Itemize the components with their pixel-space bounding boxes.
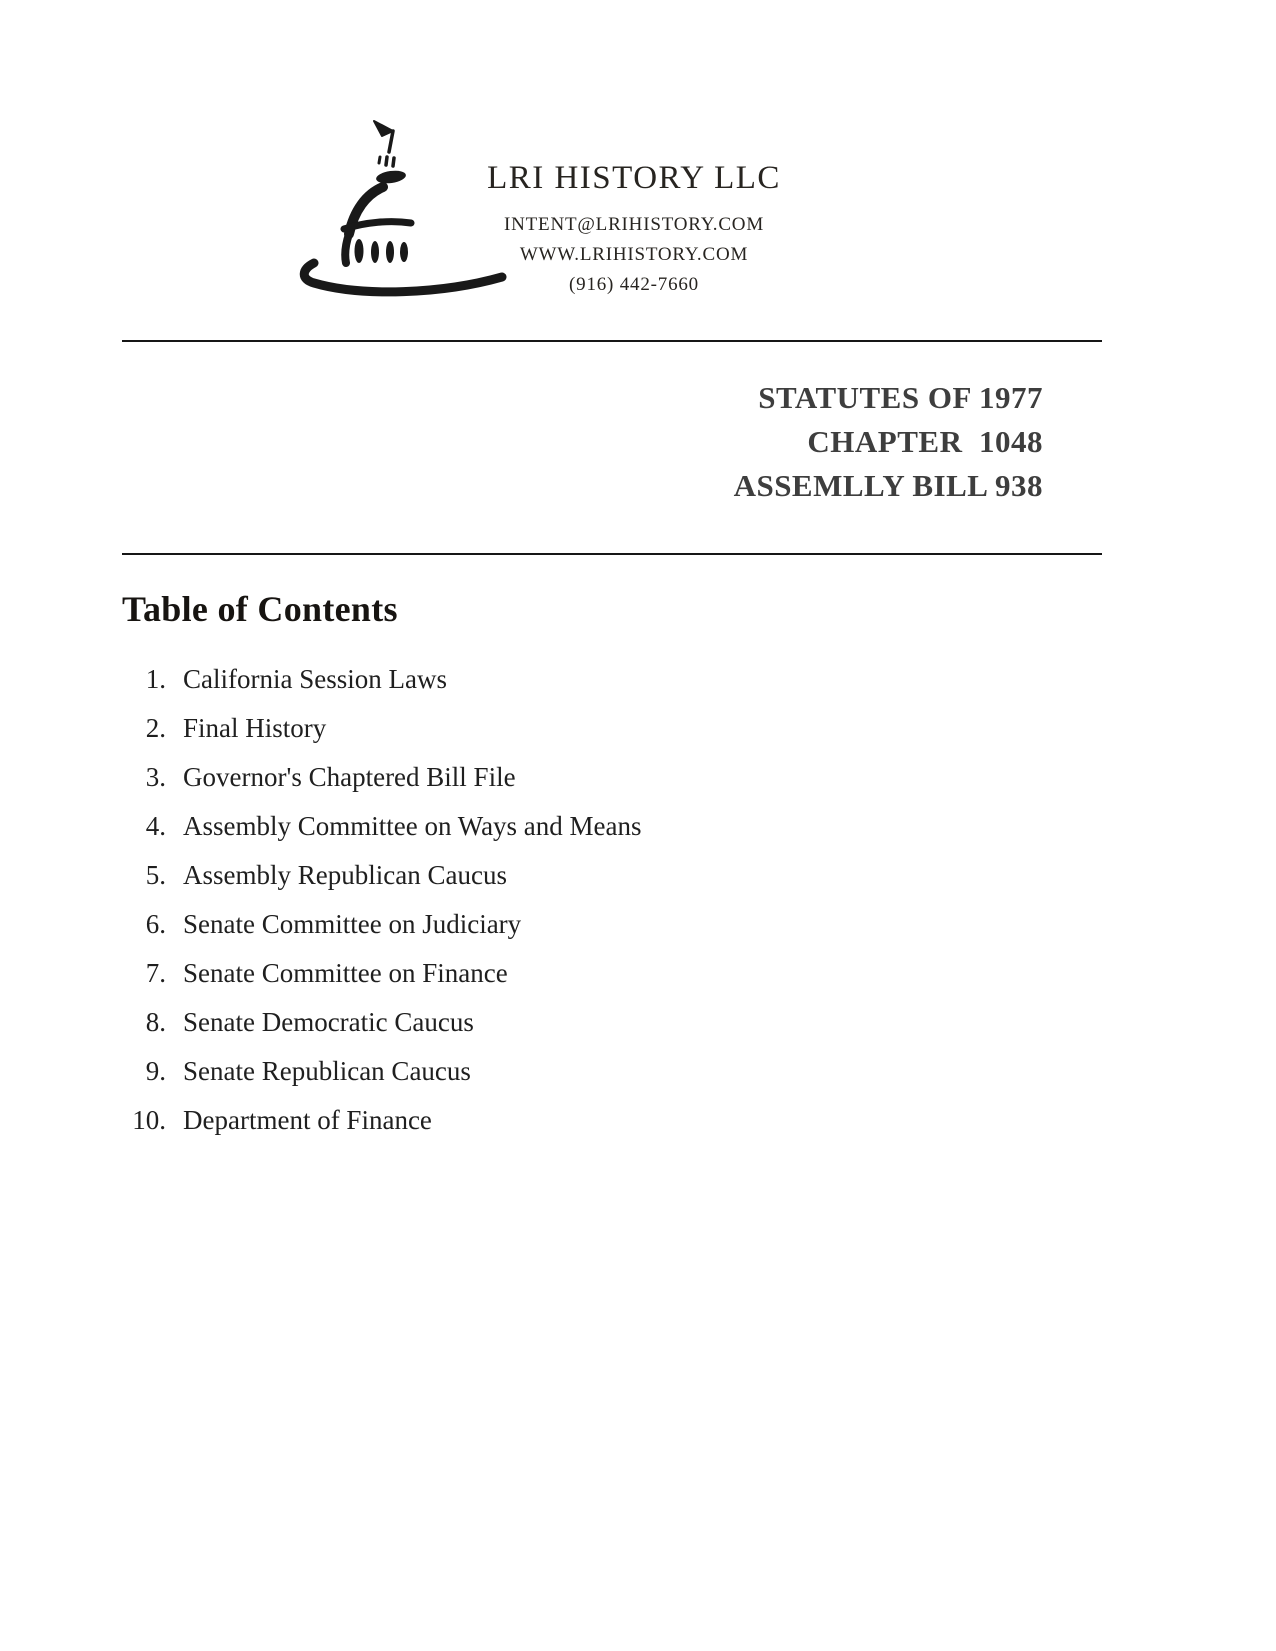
toc-item: [100, 1007, 1000, 1037]
toc-item-label: Department of Finance: [183, 1105, 432, 1135]
toc-item-label: Senate Committee on Judiciary: [183, 909, 522, 939]
toc-item-number: 7.: [145, 958, 166, 988]
bottom-divider: [122, 553, 1102, 555]
toc-item: [100, 860, 1000, 890]
toc-item-number: 1.: [145, 664, 166, 694]
toc-item-label: California Session Laws: [183, 664, 447, 694]
bill-line: ASSEMLLY BILL 938: [733, 468, 1043, 503]
toc-item: [100, 1056, 1000, 1086]
toc-item-number: 10.: [132, 1105, 166, 1135]
company-website: WWW.LRIHISTORY.COM: [519, 244, 749, 265]
toc-item-label: Assembly Republican Caucus: [183, 860, 507, 890]
company-name: LRI HISTORY LLC: [487, 160, 781, 196]
toc-list: [100, 664, 1000, 1154]
toc-item-number: 5.: [145, 860, 166, 890]
toc-item: [100, 664, 1000, 694]
company-email: INTENT@LRIHISTORY.COM: [503, 214, 765, 235]
toc-item-number: 2.: [145, 713, 166, 743]
toc-item-number: 3.: [145, 762, 166, 792]
toc-item: [100, 713, 1000, 743]
toc-heading: Table of Contents: [122, 589, 398, 629]
letterhead: [374, 160, 894, 300]
toc-item-label: Senate Republican Caucus: [183, 1056, 471, 1086]
toc-item-number: 8.: [145, 1007, 166, 1037]
statute-reference-block: [734, 376, 1043, 508]
toc-item: [100, 762, 1000, 792]
toc-item-number: 9.: [145, 1056, 166, 1086]
toc-item-label: Assembly Committee on Ways and Means: [183, 811, 642, 841]
statutes-line: STATUTES OF 1977: [758, 380, 1043, 415]
toc-item: [100, 811, 1000, 841]
toc-item: [100, 909, 1000, 939]
toc-item-label: Governor's Chaptered Bill File: [183, 762, 516, 792]
toc-item: [100, 958, 1000, 988]
toc-item-label: Final History: [183, 713, 327, 743]
top-divider: [122, 340, 1102, 342]
chapter-line: CHAPTER 1048: [807, 424, 1043, 459]
toc-item-number: 6.: [145, 909, 166, 939]
toc-item-label: Senate Democratic Caucus: [183, 1007, 474, 1037]
toc-item-label: Senate Committee on Finance: [183, 958, 508, 988]
toc-item-number: 4.: [145, 811, 166, 841]
toc-item: [100, 1105, 1000, 1135]
company-phone: (916) 442-7660: [569, 274, 699, 295]
